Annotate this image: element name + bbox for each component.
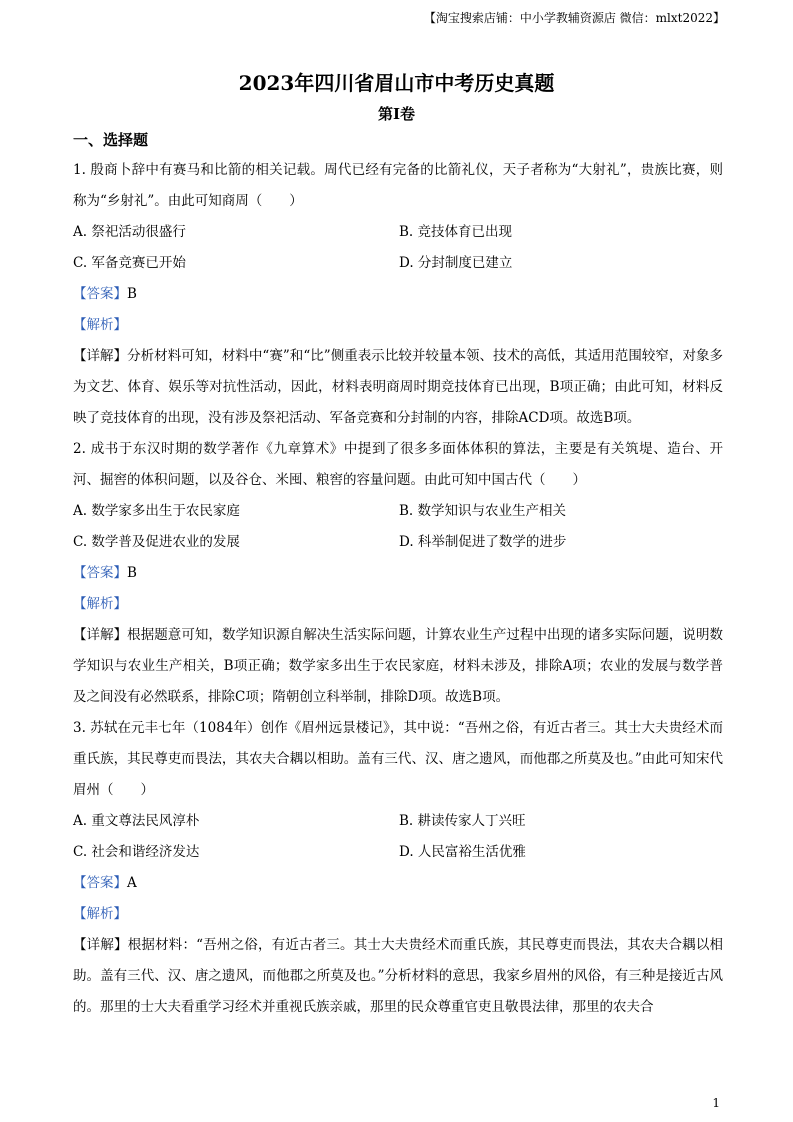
question-stem: 1. 殷商卜辞中有赛马和比箭的相关记载。周代已经有完备的比箭礼仪，天子者称为“大射礼”，贵族比赛，则称为“乡射礼”。由此可知商周（ ） [73,162,723,209]
answer-label: 【答案】 [73,286,127,302]
answer-value: B [127,565,137,581]
question-stem: 2. 成书于东汉时期的数学著作《九章算术》中提到了很多多面体体积的算法，主要是有关筑堤、造台、开河、掘窖的体积问题，以及谷仓、米囤、粮窖的容量问题。由此可知中国古代（ ） [73,441,723,488]
header-note: 【淘宝搜索店铺：中小学教辅资源店 微信：mlxt2022】 [423,11,725,25]
answer-value: B [127,286,137,302]
answer-value: A [127,875,137,891]
page-number: 1 [712,1096,720,1110]
option-b: B. 耕读传家人丁兴旺 [399,813,526,829]
option-list [73,496,723,558]
option-list [73,217,723,279]
answer-line [73,558,723,589]
option-a: A. 数学家多出生于农民家庭 [73,503,240,519]
question-block [73,434,723,713]
option-a: A. 重文尊法民风淳朴 [73,813,200,829]
answer-line [73,868,723,899]
analysis-line [73,899,723,930]
question-stem: 3. 苏轼在元丰七年（1084年）创作《眉州远景楼记》，其中说：“吾州之俗，有近古者三。其士大夫贵经术而重氏族，其民尊吏而畏法，其农夫合耦以相助。盖有三代、汉、唐之遗风，而他郡之所莫及也。”由此可知宋代眉州（ ） [73,720,723,798]
answer-label: 【答案】 [73,565,127,581]
option-d: D. 分封制度已建立 [399,255,513,271]
option-a: A. 祭祀活动很盛行 [73,224,186,240]
analysis-label: 【解析】 [73,906,127,922]
analysis-line [73,310,723,341]
option-d: D. 人民富裕生活优雅 [399,844,526,860]
detail-paragraph [73,341,723,434]
option-c: C. 军备竞赛已开始 [73,255,186,271]
option-c: C. 数学普及促进农业的发展 [73,534,240,550]
option-b: B. 数学知识与农业生产相关 [399,503,567,519]
detail-text: 根据题意可知，数学知识源自解决生活实际问题，计算农业生产过程中出现的诸多实际问题，说明数学知识与农业生产相关，B项正确；数学家多出生于农民家庭，材料未涉及，排除A项；农业的发展与数学普及之间没有必然联系，排除C项；隋朝创立科举制，排除D项。故选B项。 [73,627,724,705]
option-list [73,806,723,868]
question-block [73,155,723,434]
analysis-line [73,589,723,620]
volume-subtitle: 第I卷 [377,105,416,123]
question-block [73,713,723,1023]
analysis-label: 【解析】 [73,317,127,333]
option-b: B. 竞技体育已出现 [399,224,513,240]
analysis-label: 【解析】 [73,596,127,612]
detail-label: 【详解】 [73,348,128,364]
page-title: 2023年四川省眉山市中考历史真题 [238,71,555,95]
detail-text: 分析材料可知，材料中“赛”和“比”侧重表示比较并较量本领、技术的高低，其适用范围较窄，对象多为文艺、体育、娱乐等对抗性活动，因此，材料表明商周时期竞技体育已出现，B项正确；由此可知，材料反映了竞技体育的出现，没有涉及祭祀活动、军备竞赛和分封制的内容，排除ACD项。故选B项。 [73,348,724,426]
detail-text: 根据材料：“吾州之俗，有近古者三。其士大夫贵经术而重氏族，其民尊吏而畏法，其农夫合耦以相助。盖有三代、汉、唐之遗风，而他郡之所莫及也。”分析材料的意思，我家乡眉州的风俗，有三种是接近古风的。那里的士大夫看重学习经术并重视氏族亲戚，那里的民众尊重官吏且敬畏法律，那里的农夫合 [73,937,723,1015]
question-list [73,155,723,1023]
option-c: C. 社会和谐经济发达 [73,844,200,860]
section-heading: 一、选择题 [73,131,149,149]
detail-paragraph [73,620,723,713]
detail-paragraph [73,930,723,1023]
answer-label: 【答案】 [73,875,127,891]
option-d: D. 科举制促进了数学的进步 [399,534,567,550]
answer-line [73,279,723,310]
detail-label: 【详解】 [73,627,128,643]
detail-label: 【详解】 [73,937,128,953]
